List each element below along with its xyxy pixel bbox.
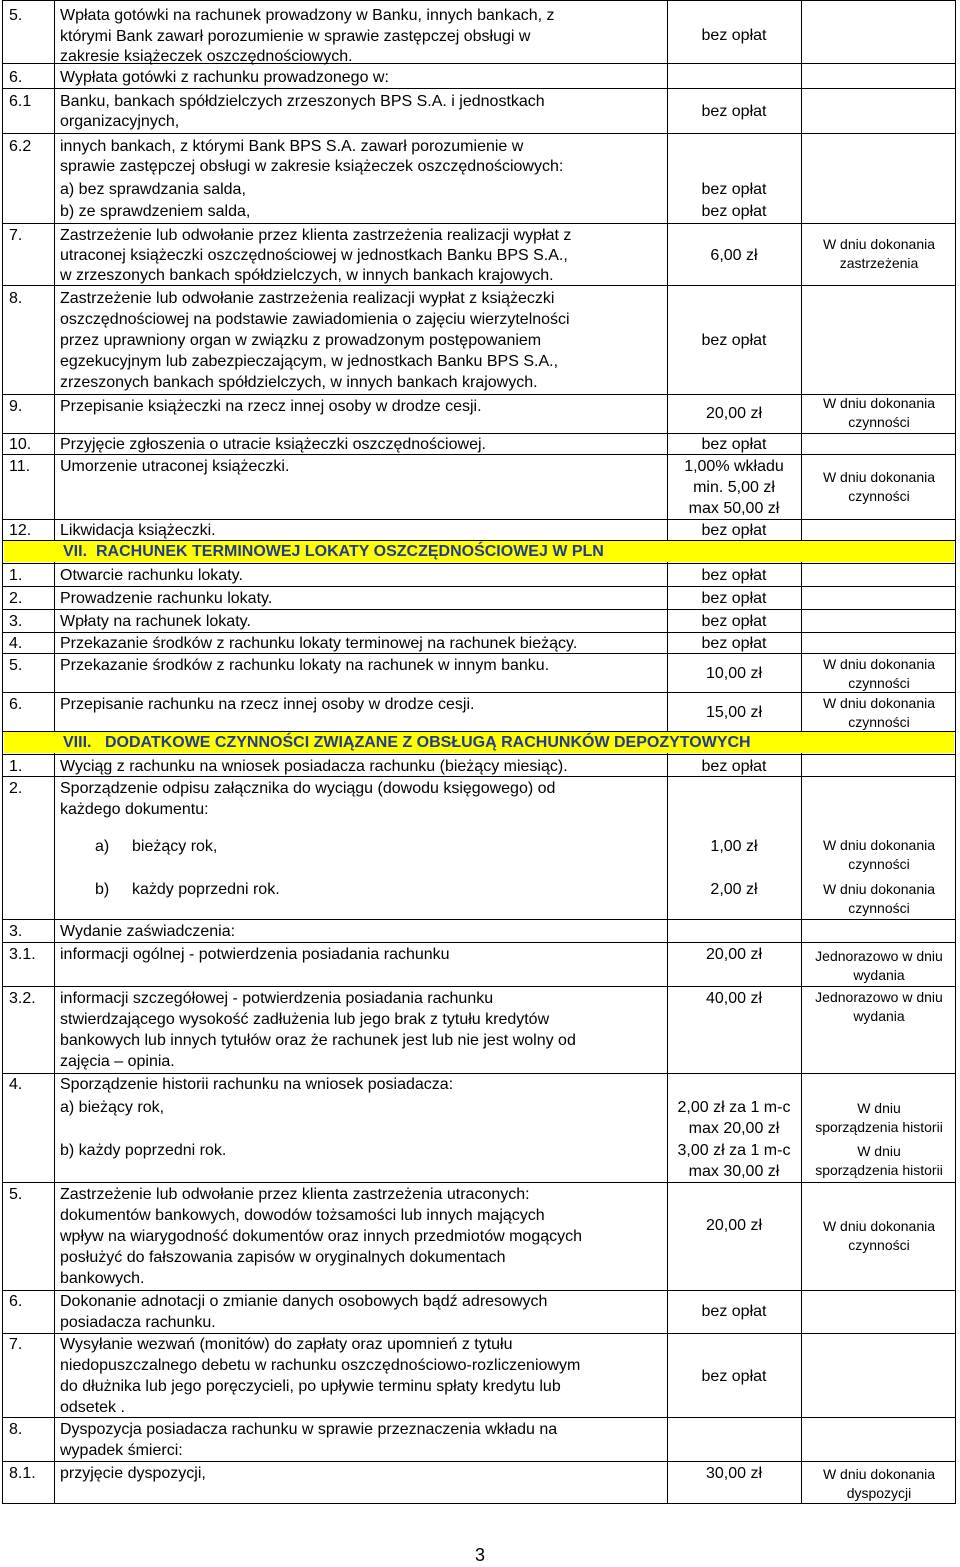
charge-time: W dniu dokonania <box>822 1218 936 1234</box>
item-number: 6.1 <box>9 93 32 110</box>
row-divider <box>3 919 955 920</box>
item-number: 9. <box>9 398 23 415</box>
item-number: 5. <box>9 7 23 24</box>
fee-value: max 50,00 zł <box>688 500 780 517</box>
fee-value: bez opłat <box>701 181 767 198</box>
item-text: b) każdy poprzedni rok. <box>60 1142 227 1159</box>
item-text: niedopuszczalnego debetu w rachunku oszczędnościowo-rozliczeniowym <box>60 1357 581 1374</box>
item-text: Przyjęcie zgłoszenia o utracie książeczki oszczędnościowej. <box>60 436 486 453</box>
fee-value: 1,00 zł <box>710 838 758 855</box>
item-text: sprawie zastępczej obsługi w zakresie książeczek oszczędnościowych: <box>60 158 564 175</box>
item-number: 1. <box>9 758 23 775</box>
charge-time: czynności <box>848 1237 910 1253</box>
item-text: do dłużnika lub jego poręczycieli, po upływie terminu spłaty kredytu lub <box>60 1378 561 1395</box>
charge-time: zastrzeżenia <box>839 255 919 271</box>
fee-value: bez opłat <box>701 203 767 220</box>
item-text: a) bez sprawdzania salda, <box>60 181 246 198</box>
fee-value: 30,00 zł <box>705 1465 763 1482</box>
item-text: wypadek śmierci: <box>60 1442 183 1459</box>
item-text: przyjęcie dyspozycji, <box>60 1465 206 1482</box>
fee-value: 3,00 zł za 1 m-c <box>677 1142 791 1159</box>
charge-time: W dniu <box>857 1143 901 1159</box>
item-text: każdego dokumentu: <box>60 801 209 818</box>
item-text: Zastrzeżenie lub odwołanie zastrzeżenia realizacji wypłat z książeczki <box>60 290 555 307</box>
charge-time: czynności <box>848 675 910 691</box>
row-divider <box>3 1461 955 1462</box>
page-number: 3 <box>474 1545 485 1565</box>
charge-time: W dniu dokonania <box>822 837 936 853</box>
charge-time: czynności <box>848 856 910 872</box>
fee-table <box>2 0 956 1504</box>
fee-value: bez opłat <box>701 758 767 775</box>
item-number: 7. <box>9 1336 23 1353</box>
fee-value: 6,00 zł <box>710 247 758 264</box>
fee-value: max 20,00 zł <box>688 1120 780 1137</box>
item-text: przez uprawniony organ w związku z prowadzonym postępowaniem <box>60 332 542 349</box>
charge-time: Jednorazowo w dniu <box>815 948 943 964</box>
fee-value: bez opłat <box>701 613 767 630</box>
row-divider <box>3 563 955 564</box>
charge-time: W dniu dokonania <box>822 1466 936 1482</box>
row-divider <box>3 986 955 987</box>
item-number: 3. <box>9 613 23 630</box>
section-title: RACHUNEK TERMINOWEJ LOKATY OSZCZĘDNOŚCIOWEJ W PLN <box>96 543 604 560</box>
row-divider <box>3 609 955 610</box>
row-divider <box>3 754 955 755</box>
item-number: 4. <box>9 635 23 652</box>
fee-value: 20,00 zł <box>705 405 763 422</box>
item-text: odsetek . <box>60 1399 125 1416</box>
item-number: b) <box>95 881 110 898</box>
item-number: 8. <box>9 1421 23 1438</box>
item-text: Banku, bankach spółdzielczych zrzeszonych BPS S.A. i jednostkach <box>60 93 545 110</box>
row-divider <box>3 133 955 134</box>
fee-value: bez opłat <box>701 567 767 584</box>
charge-time: W dniu dokonania <box>822 695 936 711</box>
item-number: 10. <box>9 436 32 453</box>
row-divider <box>3 223 955 224</box>
fee-value: 2,00 zł <box>710 881 758 898</box>
item-text: zrzeszonych bankach spółdzielczych, w innych bankach krajowych. <box>60 374 538 391</box>
item-text: organizacyjnych, <box>60 113 180 130</box>
item-text: oszczędnościowej na podstawie zawiadomienia o zajęciu wierzytelności <box>60 311 570 328</box>
fee-value: 10,00 zł <box>705 665 763 682</box>
section-number: VIII. <box>63 734 92 751</box>
item-number: 6. <box>9 1293 23 1310</box>
item-number: 11. <box>9 458 31 475</box>
fee-value: 40,00 zł <box>705 990 763 1007</box>
charge-time: W dniu dokonania <box>822 236 936 252</box>
item-number: 6. <box>9 696 23 713</box>
item-number: a) <box>95 838 110 855</box>
fee-value: bez opłat <box>701 332 767 349</box>
item-text: Zastrzeżenie lub odwołanie przez klienta zastrzeżenia realizacji wypłat z <box>60 227 572 244</box>
item-text: Umorzenie utraconej książeczki. <box>60 458 290 475</box>
charge-time: wydania <box>853 967 905 983</box>
item-number: 3.1. <box>9 946 36 963</box>
item-text: w zrzeszonych bankach spółdzielczych, w innych bankach krajowych. <box>60 267 554 284</box>
item-text: Dyspozycja posiadacza rachunku w sprawie przeznaczenia wkładu na <box>60 1421 558 1438</box>
item-text: posłużyć do fałszowania zapisów w oryginalnych dokumentach <box>60 1249 506 1266</box>
charge-time: W dniu dokonania <box>822 656 936 672</box>
item-text: dokumentów bankowych, dowodów tożsamości lub innych mających <box>60 1207 545 1224</box>
charge-time: czynności <box>848 488 910 504</box>
item-number: 2. <box>9 590 23 607</box>
fee-value: 20,00 zł <box>705 1217 763 1234</box>
item-text: Wyciąg z rachunku na wniosek posiadacza rachunku (bieżący miesiąc). <box>60 758 568 775</box>
item-text: Prowadzenie rachunku lokaty. <box>60 590 273 607</box>
item-text: wpływ na wiarygodność dokumentów oraz innych przedmiotów mogących <box>60 1228 583 1245</box>
item-text: bankowych lub innych tytułów oraz że rachunek jest lub nie jest wolny od <box>60 1032 576 1049</box>
fee-value: bez opłat <box>701 590 767 607</box>
row-divider <box>3 586 955 587</box>
row-divider <box>3 88 955 89</box>
item-text: Likwidacja książeczki. <box>60 522 216 539</box>
charge-time: W dniu <box>857 1100 901 1116</box>
item-number: 2. <box>9 780 23 797</box>
fee-value: 1,00% wkładu <box>684 458 784 475</box>
fee-value: max 30,00 zł <box>688 1163 780 1180</box>
item-text: Zastrzeżenie lub odwołanie przez klienta zastrzeżenia utraconych: <box>60 1186 530 1203</box>
item-text: informacji ogólnej - potwierdzenia posiadania rachunku <box>60 946 450 963</box>
item-text: informacji szczegółowej - potwierdzenia posiadania rachunku <box>60 990 494 1007</box>
item-number: 6.2 <box>9 138 32 155</box>
item-number: 4. <box>9 1076 23 1093</box>
item-text: Otwarcie rachunku lokaty. <box>60 567 243 584</box>
charge-time: dyspozycji <box>846 1485 912 1501</box>
item-number: 3.2. <box>9 990 36 1007</box>
item-text: egzekucyjnym lub zabezpieczającym, w jednostkach Banku BPS S.A., <box>60 353 559 370</box>
item-text: a) bieżący rok, <box>60 1099 165 1116</box>
item-text: Przekazanie środków z rachunku lokaty na rachunek w innym banku. <box>60 657 550 674</box>
item-number: 5. <box>9 1186 23 1203</box>
item-number: 1. <box>9 567 23 584</box>
item-text: zakresie książeczek oszczędnościowych. <box>60 48 353 65</box>
fee-value: bez opłat <box>701 27 767 44</box>
item-number: 12. <box>9 522 32 539</box>
fee-value: bez opłat <box>701 103 767 120</box>
item-text: Sporządzenie historii rachunku na wniosek posiadacza: <box>60 1076 454 1093</box>
fee-value: min. 5,00 zł <box>693 479 775 496</box>
item-text: innych bankach, z którymi Bank BPS S.A. zawarł porozumienie w <box>60 138 524 155</box>
item-number: 5. <box>9 657 23 674</box>
item-text: każdy poprzedni rok. <box>132 881 280 898</box>
item-text: Wpłaty na rachunek lokaty. <box>60 613 251 630</box>
item-text: którymi Bank zawarł porozumienie w sprawie zastępczej obsługi w <box>60 28 531 45</box>
item-text: Wydanie zaświadczenia: <box>60 923 236 940</box>
row-divider <box>3 1417 955 1418</box>
row-divider <box>3 942 955 943</box>
item-text: Wypłata gotówki z rachunku prowadzonego w: <box>60 69 389 86</box>
charge-time: wydania <box>853 1008 905 1024</box>
charge-time: sporządzenia historii <box>815 1119 943 1135</box>
item-text: Sporządzenie odpisu załącznika do wyciągu (dowodu księgowego) od <box>60 780 556 797</box>
item-text: Wpłata gotówki na rachunek prowadzony w Banku, innych bankach, z <box>60 7 555 24</box>
item-text: b) ze sprawdzeniem salda, <box>60 203 251 220</box>
item-number: 8. <box>9 290 23 307</box>
fee-value: 2,00 zł za 1 m-c <box>677 1099 791 1116</box>
item-number: 7. <box>9 227 23 244</box>
fee-value: bez opłat <box>701 1368 767 1385</box>
item-text: Przekazanie środków z rachunku lokaty terminowej na rachunek bieżący. <box>60 635 578 652</box>
item-number: 8.1. <box>9 1465 36 1482</box>
fee-value: bez opłat <box>701 522 767 539</box>
charge-time: czynności <box>848 900 910 916</box>
fee-value: 15,00 zł <box>705 704 763 721</box>
item-text: stwierdzającego wysokość zadłużenia lub jego brak z tytułu kredytów <box>60 1011 550 1028</box>
item-text: bieżący rok, <box>132 838 218 855</box>
item-number: 3. <box>9 923 23 940</box>
item-text: utraconej książeczki oszczędnościowej w jednostkach Banku BPS S.A., <box>60 247 568 264</box>
item-text: posiadacza rachunku. <box>60 1314 216 1331</box>
charge-time: W dniu dokonania <box>822 395 936 411</box>
charge-time: W dniu dokonania <box>822 469 936 485</box>
charge-time: czynności <box>848 714 910 730</box>
row-divider <box>3 692 955 693</box>
section-title: DODATKOWE CZYNNOŚCI ZWIĄZANE Z OBSŁUGĄ RACHUNKÓW DEPOZYTOWYCH <box>105 734 751 751</box>
item-text: Wysyłanie wezwań (monitów) do zapłaty oraz upomnień z tytułu <box>60 1336 513 1353</box>
fee-value: bez opłat <box>701 436 767 453</box>
charge-time: czynności <box>848 414 910 430</box>
fee-value: bez opłat <box>701 1303 767 1320</box>
charge-time: W dniu dokonania <box>822 881 936 897</box>
item-text: bankowych. <box>60 1270 145 1287</box>
item-text: Dokonanie adnotacji o zmianie danych osobowych bądź adresowych <box>60 1293 548 1310</box>
section-number: VII. <box>63 543 88 560</box>
item-text: Przepisanie książeczki na rzecz innej osoby w drodze cesji. <box>60 398 482 415</box>
fee-value: 20,00 zł <box>705 946 763 963</box>
fee-value: bez opłat <box>701 635 767 652</box>
row-divider <box>3 1182 955 1183</box>
item-text: zajęcia – opinia. <box>60 1053 175 1070</box>
item-number: 6. <box>9 69 23 86</box>
charge-time: Jednorazowo w dniu <box>815 989 943 1005</box>
charge-time: sporządzenia historii <box>815 1162 943 1178</box>
item-text: Przepisanie rachunku na rzecz innej osoby w drodze cesji. <box>60 696 475 713</box>
